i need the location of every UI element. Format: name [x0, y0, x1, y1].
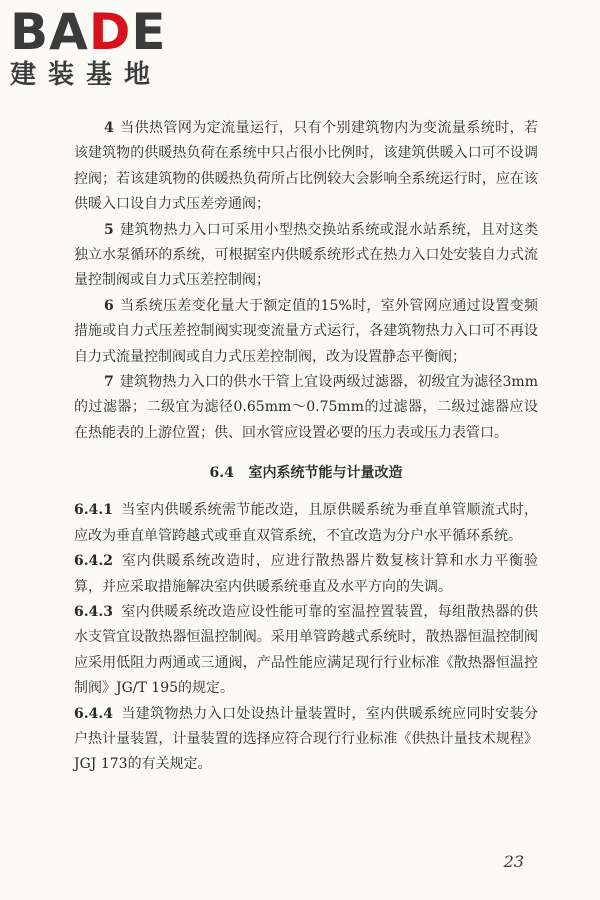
logo-wordmark: BADE: [10, 3, 167, 61]
list-item: 6 当系统压差变化量大于额定值的15%时，室外管网应通过设置变频措施或自力式压差控制阀实现变流量方式运行，各建筑物热力入口可不再设自力式流量控制阀或自力式压差控制阀，改为设置静态平衡阀；: [74, 297, 538, 365]
clause: 6.4.1 当室内供暖系统需节能改造，且原供暖系统为垂直单管顺流式时，应改为垂直单管跨越式或垂直双管系统，不宜改造为分户水平循环系统。: [74, 502, 538, 544]
list-item: 5 建筑物热力入口可采用小型热交换站系统或混水站系统，且对这类独立水泵循环的系统，可根据室内供暖系统形式在热力入口处安装自力式流量控制阀或自力式压差控制阀；: [74, 221, 538, 289]
section-number: 6.4: [209, 465, 234, 482]
list-item: 7 建筑物热力入口的供水干管上宜设两级过滤器，初级宜为滤径3mm的过滤器；二级宜为滤径0.65mm～0.75mm的过滤器，二级过滤器应设在热能表的上游位置；供、回水管应设置必要的压力表或压力表管口。: [74, 374, 538, 441]
brand-logo: [10, 3, 180, 90]
clause: 6.4.2 室内供暖系统改造时，应进行散热器片数复核计算和水力平衡验算，并应采取措施解决室内供暖系统垂直及水平方向的失调。: [74, 553, 538, 595]
clause: 6.4.3 室内供暖系统改造应设性能可靠的室温控置装置，每组散热器的供水支管宜设散热器恒温控制阀。采用单管跨越式系统时，散热器恒温控制阀应采用低阻力两通或三通阀，产品性能应满足现行行业标准《散热器恒温控制阀》JG/T 195的规定。: [74, 603, 538, 697]
list-item: 4 当供热管网为定流量运行，只有个别建筑物内为变流量系统时，若该建筑物的供暖热负荷在系统中只占很小比例时，该建筑供暖入口可不设调控阀；若该建筑物的供暖热负荷所占比例较大会影响全系统运行时，应在该供暖入口设自力式压差旁通阀；: [74, 120, 538, 213]
section-title: 室内系统节能与计量改造: [248, 465, 403, 482]
page-number: 23: [503, 852, 524, 871]
section-heading: [74, 460, 538, 486]
clause: 6.4.4 当建筑物热力入口处设热计量装置时，室内供暖系统应同时安装分户热计量装置，计量装置的选择应符合现行行业标准《供热计量技术规程》JGJ 173的有关规定。: [74, 705, 538, 773]
document-body: [74, 116, 538, 778]
logo-subtitle: 建装基地: [10, 60, 163, 90]
